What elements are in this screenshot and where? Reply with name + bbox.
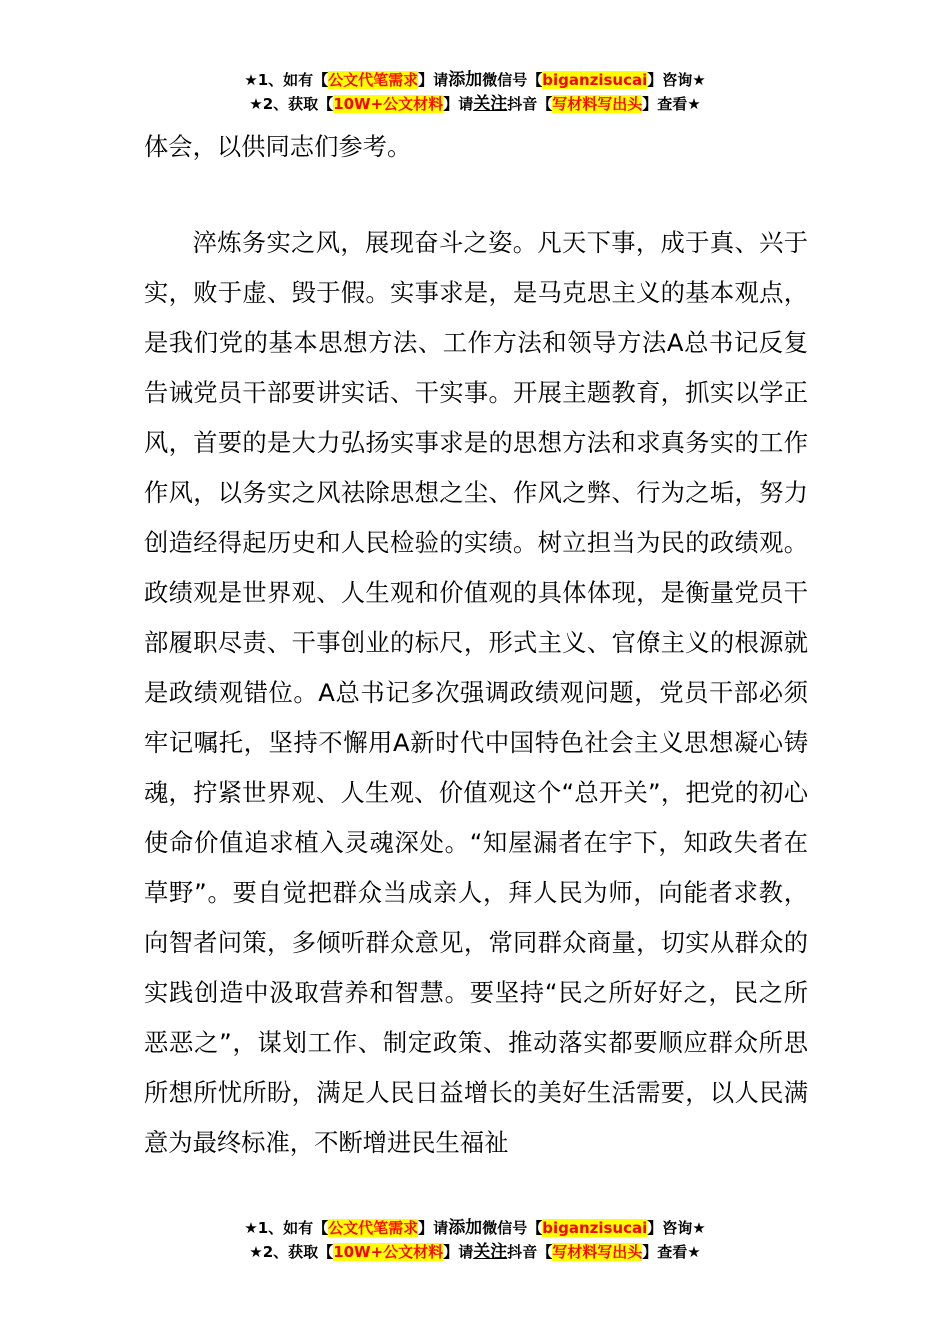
promo-text: 】咨询★ (647, 1219, 706, 1237)
promo-emphasis: 关注 (473, 1242, 508, 1262)
promo-text: 】查看★ (642, 95, 701, 113)
promo-wechat-id: biganzisucai (542, 71, 648, 89)
promo-emphasis: 添加 (448, 70, 483, 90)
promo-text: 微信号【 (482, 71, 543, 89)
promo-text: ★2、获取【 (249, 1243, 334, 1261)
promo-text: 抖音【 (507, 95, 553, 113)
promo-emphasis: 添加 (448, 1218, 483, 1238)
promo-highlight: 公文代笔需求 (328, 71, 419, 89)
promo-wechat-id: biganzisucai (542, 1219, 648, 1237)
promo-line-1 (0, 68, 950, 92)
promo-text: ★1、如有【 (244, 71, 329, 89)
promo-line-2 (0, 1240, 950, 1264)
footer-promo-banner (0, 1216, 950, 1264)
promo-text: 】请 (418, 1219, 449, 1237)
promo-text: 】请 (443, 95, 474, 113)
promo-text: 抖音【 (507, 1243, 553, 1261)
promo-text: ★1、如有【 (244, 1219, 329, 1237)
promo-highlight: 10W+公文材料 (333, 1243, 444, 1261)
promo-douyin-id: 写材料写出头 (552, 1243, 643, 1261)
promo-line-2 (0, 92, 950, 116)
promo-line-1 (0, 1216, 950, 1240)
promo-text: 】咨询★ (647, 71, 706, 89)
intro-fragment: 体会，以供同志们参考。 (144, 132, 412, 161)
promo-highlight: 公文代笔需求 (328, 1219, 419, 1237)
promo-text: 微信号【 (482, 1219, 543, 1237)
promo-douyin-id: 写材料写出头 (552, 95, 643, 113)
promo-text: ★2、获取【 (249, 95, 334, 113)
promo-highlight: 10W+公文材料 (333, 95, 444, 113)
header-promo-banner (0, 68, 950, 116)
promo-emphasis: 关注 (473, 94, 508, 114)
promo-text: 】请 (418, 71, 449, 89)
promo-text: 】查看★ (642, 1243, 701, 1261)
body-paragraph: 淬炼务实之风，展现奋斗之姿。凡天下事，成于真、兴于实，败于虚、毁于假。实事求是，是马克思主义的基本观点，是我们党的基本思想方法、工作方法和领导方法A总书记反复告诫党员干部要讲实话、干实事。开展主题教育，抓实以学正风，首要的是大力弘扬实事求是的思想方法和求真务实的工作作风，以务实之风祛除思想之尘、作风之弊、行为之垢，努力创造经得起历史和人民检验的实绩。树立担当为民的政绩观。政绩观是世界观、人生观和价值观的具体体现，是衡量党员干部履职尽责、干事创业的标尺，形式主义、官僚主义的根源就是政绩观错位。A总书记多次强调政绩观问题，党员干部必须牢记嘱托，坚持不懈用A新时代中国特色社会主义思想凝心铸魂，拧紧世界观、人生观、价值观这个“总开关”，把党的初心使命价值追求植入灵魂深处。“知屋漏者在宇下，知政失者在草野”。要自觉把群众当成亲人，拜人民为师，向能者求教，向智者问策，多倾听群众意见，常同群众商量，切实从群众的实践创造中汲取营养和智慧。要坚持“民之所好好之，民之所恶恶之”，谋划工作、制定政策、推动落实都要顺应群众所思所想所忧所盼，满足人民日益增长的美好生活需要，以人民满意为最终标准，不断增进民生福祉 (144, 228, 808, 1157)
promo-text: 】请 (443, 1243, 474, 1261)
